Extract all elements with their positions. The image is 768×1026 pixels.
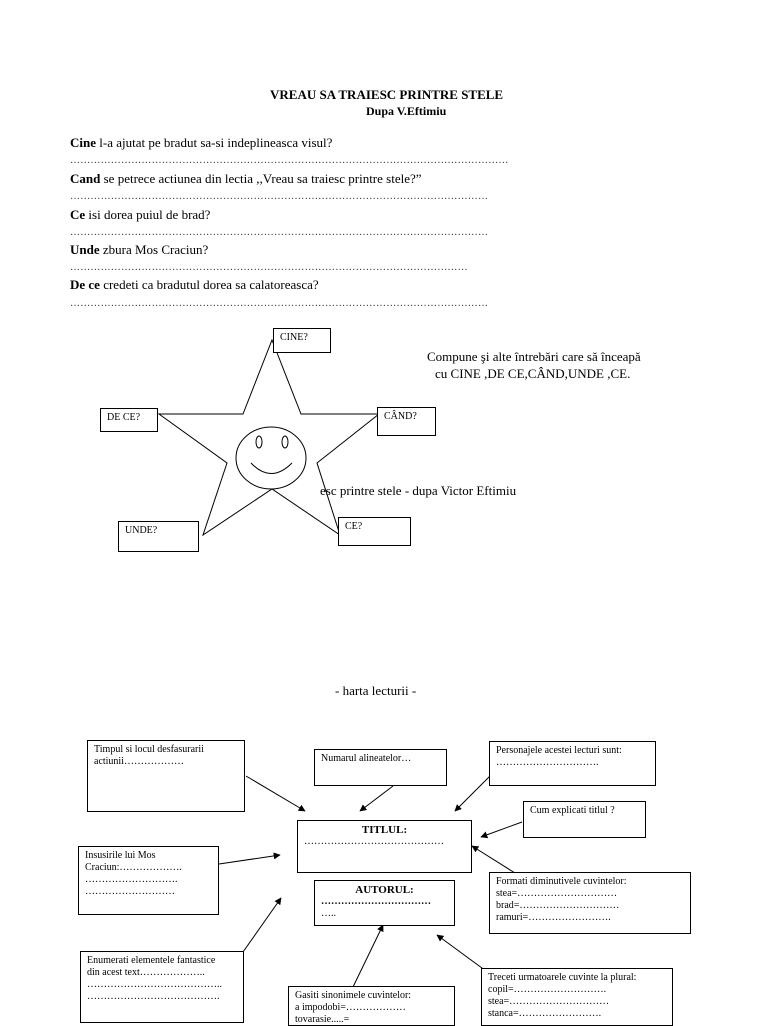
overlapping-caption: esc printre stele - dupa Victor Eftimiu	[320, 483, 517, 498]
question-keyword: De ce	[70, 277, 100, 292]
box-line: copil=……………………….	[488, 984, 607, 995]
star-label-cine	[273, 328, 331, 353]
arrow-insusiri	[219, 855, 280, 864]
answer-line: ……………………………………………………………………………………………………………	[70, 227, 489, 238]
map-heading: - harta lecturii -	[335, 683, 417, 698]
star-label-unde	[118, 521, 199, 552]
box-line: din acest text………………..	[87, 967, 205, 978]
star-label-text: CE?	[345, 521, 363, 532]
box-line: Timpul si locul desfasurarii	[94, 744, 204, 755]
arrow-sinonime	[353, 925, 383, 987]
star-label-ce	[338, 517, 411, 546]
question-keyword: Cine	[70, 135, 96, 150]
titlu-dots: ……………………………………	[304, 836, 444, 847]
answer-line: ……………………………………………………………………………………………………………	[70, 298, 489, 309]
box-line: Insusirile lui Mos	[85, 850, 156, 861]
star-instruction-line2: cu CINE ,DE CE,CÂND,UNDE ,CE.	[435, 366, 631, 381]
box-elemente-fantastice	[80, 951, 244, 1023]
arrow-fantastice	[243, 898, 281, 952]
box-autorul	[314, 880, 455, 926]
box-personaje	[489, 741, 656, 786]
star-label-cand	[377, 407, 436, 436]
question-keyword: Ce	[70, 207, 86, 222]
arrow-personaje	[455, 776, 490, 811]
box-line: stanca=…………………….	[488, 1008, 602, 1019]
star-label-text: CINE?	[280, 332, 308, 343]
box-line: ………………………	[85, 886, 175, 897]
box-line: …………………………………..	[87, 979, 222, 990]
box-line: a impodobi=………………	[295, 1002, 406, 1013]
box-line: ……………………….	[85, 874, 178, 885]
question-keyword: Cand	[70, 171, 101, 186]
question-text: isi dorea puiul de brad?	[85, 207, 211, 222]
box-line: tovarasie.....=	[295, 1014, 350, 1025]
arrow-timp	[246, 776, 305, 811]
question-text: se petrece actiunea din lectia ,,Vreau sa traiesc printre stele?”	[100, 171, 422, 186]
box-diminutive	[489, 872, 691, 934]
box-line: brad=…………………………	[496, 900, 620, 911]
answer-line: ……………………………………………………………………………………………………………	[70, 191, 489, 202]
box-line: Treceti urmatoarele cuvinte la plural:	[488, 972, 637, 983]
box-line: Gasiti sinonimele cuvintelor:	[295, 990, 412, 1001]
box-line: stea=…………………………	[488, 996, 610, 1007]
box-explicati-titlul	[523, 801, 646, 838]
autor-dots: ……………………………	[321, 896, 431, 907]
box-line: Cum explicati titlul ?	[530, 805, 615, 816]
page-title: VREAU SA TRAIESC PRINTRE STELE	[270, 87, 504, 102]
box-plural	[481, 968, 673, 1026]
box-line: Numarul alineatelor…	[321, 753, 412, 764]
star-instruction-line1: Compune şi alte întrebări care să înceapă	[427, 349, 641, 364]
box-line: Enumerati elementele fantastice	[87, 955, 216, 966]
box-numar-alineate	[314, 749, 447, 786]
star-label-de-ce	[100, 408, 158, 432]
box-line: ………………………………….	[87, 991, 220, 1002]
answer-line: …………………………………………………………………………………………………………………	[70, 155, 509, 166]
answer-line: ………………………………………………………………………………………………………	[70, 262, 468, 273]
box-titlul	[297, 820, 472, 873]
star-label-text: UNDE?	[125, 525, 158, 536]
box-sinonime	[288, 986, 455, 1026]
page-subtitle: Dupa V.Eftimiu	[366, 104, 447, 118]
box-timp-loc	[87, 740, 245, 812]
box-line: Formati diminutivele cuvintelor:	[496, 876, 627, 887]
arrow-diminutive	[472, 846, 515, 873]
box-line: Personajele acestei lecturi sunt:	[496, 745, 622, 756]
box-line: Craciun:……………….	[85, 862, 182, 873]
star-label-text: CÂND?	[384, 411, 417, 422]
box-line: ramuri=…………………….	[496, 912, 611, 923]
arrow-plural	[437, 935, 486, 971]
arrow-explicati	[481, 822, 522, 837]
star-shape	[159, 340, 379, 535]
box-line: stea=…………………………	[496, 888, 618, 899]
box-insusiri	[78, 846, 219, 915]
box-line: ………………………….	[496, 757, 599, 768]
question-text: zbura Mos Craciun?	[99, 242, 209, 257]
box-line: actiunii………………	[94, 756, 184, 767]
autor-label: AUTORUL:	[355, 884, 414, 896]
question-keyword: Unde	[70, 242, 100, 257]
titlu-label: TITLUL:	[361, 824, 408, 836]
arrow-numar	[360, 786, 393, 811]
star-label-text: DE CE?	[107, 412, 141, 423]
question-text: credeti ca bradutul dorea sa calatoreasca?	[99, 277, 319, 292]
autor-dots-2: …..	[321, 908, 336, 919]
question-text: l-a ajutat pe bradut sa-si indeplineasca visul?	[96, 135, 333, 150]
